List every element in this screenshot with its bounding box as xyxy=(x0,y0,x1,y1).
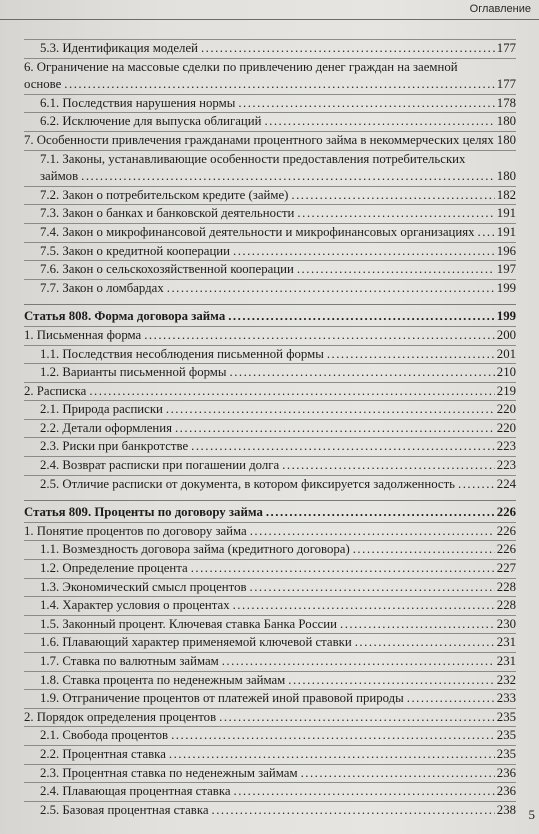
toc-entry-title: 6.2. Исключение для выпуска облигаций ..... xyxy=(24,113,495,131)
toc-entry[interactable] xyxy=(24,186,516,205)
toc-entry-title: 1.7. Ставка по валютным займам ..... xyxy=(24,653,495,671)
toc-entry[interactable] xyxy=(24,745,516,764)
toc-entry-title: 7.6. Закон о сельскохозяйственной кооперации ..... xyxy=(24,261,495,279)
toc-entry-page: 200 xyxy=(496,327,516,342)
toc-entry[interactable] xyxy=(24,633,516,652)
toc-entry[interactable] xyxy=(24,578,516,597)
toc-entry-page: 210 xyxy=(496,365,516,380)
toc-entry-title: 1. Письменная форма ..... xyxy=(24,327,495,345)
toc-entry-title: 7.1. Законы, устанавливающие особенности предоставления потребительских займов ..... xyxy=(24,151,495,186)
toc-entry[interactable] xyxy=(24,260,516,279)
running-header: Оглавление xyxy=(469,3,531,15)
toc-article-entry[interactable] xyxy=(24,308,516,326)
toc-entry-page: 177 xyxy=(496,77,516,92)
toc-entry-page: 223 xyxy=(496,439,516,454)
toc-entry[interactable] xyxy=(24,204,516,223)
toc-entry[interactable] xyxy=(24,456,516,475)
toc-entry[interactable] xyxy=(24,58,516,94)
toc-entry[interactable] xyxy=(24,39,516,58)
toc-entry-page: 235 xyxy=(496,709,516,724)
toc-entry[interactable] xyxy=(24,689,516,708)
toc-entry-title: 1.3. Экономический смысл процентов ..... xyxy=(24,579,495,597)
toc-entry[interactable] xyxy=(24,382,516,401)
toc-entry-page: 224 xyxy=(496,476,516,491)
toc-entry-title: 7.2. Закон о потребительском кредите (займе) ..... xyxy=(24,187,495,205)
toc-entry-title: 1.2. Определение процента ..... xyxy=(24,560,495,578)
toc-entry[interactable] xyxy=(24,615,516,634)
toc-entry-page: 196 xyxy=(496,243,516,258)
toc-entry-page: 180 xyxy=(496,114,516,129)
toc-entry[interactable] xyxy=(24,131,516,150)
toc-entry-title: 5.3. Идентификация моделей ..... xyxy=(24,40,495,58)
toc-entry[interactable] xyxy=(24,708,516,727)
toc-entry-title: 1.8. Ставка процента по неденежным займам ..... xyxy=(24,672,495,690)
toc-entry-page: 177 xyxy=(496,41,516,55)
toc-entry-title: 2.3. Риски при банкротстве ..... xyxy=(24,438,495,456)
toc-entry-title: 1.5. Законный процент. Ключевая ставка Банка России ..... xyxy=(24,616,495,634)
toc-article-entry[interactable] xyxy=(24,504,516,522)
toc-entry-page: 223 xyxy=(496,458,516,473)
toc-entry[interactable] xyxy=(24,242,516,261)
toc-entry[interactable] xyxy=(24,363,516,382)
toc-entry-title: 7.7. Закон о ломбардах ..... xyxy=(24,280,495,298)
toc-entry-title: 2.2. Детали оформления ..... xyxy=(24,420,495,438)
toc-group xyxy=(24,500,516,819)
toc-entry[interactable] xyxy=(24,345,516,364)
toc-entry-page: 228 xyxy=(496,598,516,613)
toc-entry[interactable] xyxy=(24,419,516,438)
toc-entry-title: 2.3. Процентная ставка по неденежным займам ..... xyxy=(24,765,495,783)
toc-entry[interactable] xyxy=(24,94,516,113)
toc-entry-page: 182 xyxy=(496,187,516,202)
toc-entry-title: 2.4. Плавающая процентная ставка ..... xyxy=(24,783,495,801)
toc-entry-page: 180 xyxy=(496,169,516,184)
toc-entry[interactable] xyxy=(24,726,516,745)
toc-entry-page: 230 xyxy=(496,616,516,631)
table-of-contents xyxy=(24,39,516,819)
toc-entry-page: 235 xyxy=(496,728,516,743)
toc-entry[interactable] xyxy=(24,559,516,578)
toc-entry-page: 238 xyxy=(496,802,516,817)
toc-entry-page: 231 xyxy=(496,635,516,650)
header-rule xyxy=(0,19,539,20)
toc-entry-title: 7. Особенности привлечения гражданами процентного займа в некоммерческих целях ..... xyxy=(24,132,495,150)
toc-entry-title: 2.1. Свобода процентов ..... xyxy=(24,727,495,745)
toc-entry[interactable] xyxy=(24,223,516,242)
toc-entry[interactable] xyxy=(24,671,516,690)
toc-entry-page: 191 xyxy=(496,224,516,239)
toc-entry-page: 201 xyxy=(496,346,516,361)
toc-entry-page: 227 xyxy=(496,561,516,576)
toc-entry-page: 226 xyxy=(496,505,516,520)
toc-entry-title: 2.4. Возврат расписки при погашении долга ..... xyxy=(24,457,495,475)
toc-entry-title: 7.3. Закон о банках и банковской деятельности ..... xyxy=(24,205,495,223)
toc-entry[interactable] xyxy=(24,326,516,345)
toc-entry-page: 197 xyxy=(496,262,516,277)
toc-entry[interactable] xyxy=(24,112,516,131)
toc-entry-title: 1.2. Варианты письменной формы ..... xyxy=(24,364,495,382)
toc-entry-title: 2.5. Базовая процентная ставка ..... xyxy=(24,802,495,820)
toc-entry-title: Статья 809. Проценты по договору займа ..... xyxy=(24,504,495,522)
toc-entry-page: 220 xyxy=(496,420,516,435)
toc-entry-page: 199 xyxy=(496,309,516,324)
toc-entry-title: 6.1. Последствия нарушения нормы ..... xyxy=(24,95,495,113)
toc-entry-title: 2.5. Отличие расписки от документа, в котором фиксируется задолженность ..... xyxy=(24,476,495,494)
toc-entry-page: 231 xyxy=(496,654,516,668)
toc-entry-page: 226 xyxy=(496,542,516,557)
toc-entry-page: 191 xyxy=(496,206,516,221)
toc-entry[interactable] xyxy=(24,475,516,494)
toc-entry[interactable] xyxy=(24,801,516,820)
toc-entry-page: 236 xyxy=(496,765,516,780)
toc-entry-title: 6. Ограничение на массовые сделки по привлечению денег граждан на заемной основе ..... xyxy=(24,59,495,94)
toc-entry-title: 2.2. Процентная ставка ..... xyxy=(24,746,495,764)
toc-entry[interactable] xyxy=(24,400,516,419)
toc-entry-page: 199 xyxy=(496,280,516,295)
toc-entry-title: 7.5. Закон о кредитной кооперации ..... xyxy=(24,243,495,261)
toc-entry-page: 235 xyxy=(496,746,516,761)
toc-entry-page: 233 xyxy=(496,691,516,706)
toc-entry-title: 1.6. Плавающий характер применяемой ключевой ставки ..... xyxy=(24,634,495,652)
toc-entry-title: 7.4. Закон о микрофинансовой деятельности и микрофинансовых организациях ..... xyxy=(24,224,495,242)
toc-entry-title: 1.1. Возмездность договора займа (кредитного договора) ..... xyxy=(24,541,495,559)
toc-group xyxy=(24,39,516,297)
toc-group xyxy=(24,304,516,493)
toc-entry[interactable] xyxy=(24,652,516,671)
toc-entry-title: 1.1. Последствия несоблюдения письменной формы ..... xyxy=(24,346,495,364)
page-number: 5 xyxy=(528,807,535,822)
toc-entry-page: 236 xyxy=(496,784,516,799)
toc-entry[interactable] xyxy=(24,522,516,541)
toc-entry-title: 2. Порядок определения процентов ..... xyxy=(24,709,495,727)
toc-entry[interactable] xyxy=(24,150,516,186)
toc-entry-title: 1. Понятие процентов по договору займа ..... xyxy=(24,523,495,541)
toc-entry-page: 178 xyxy=(496,95,516,110)
toc-entry[interactable] xyxy=(24,437,516,456)
toc-entry[interactable] xyxy=(24,764,516,783)
toc-entry-title: Статья 808. Форма договора займа ..... xyxy=(24,308,495,326)
toc-entry-page: 228 xyxy=(496,579,516,594)
toc-entry-page: 226 xyxy=(496,523,516,538)
toc-entry[interactable] xyxy=(24,782,516,801)
toc-entry[interactable] xyxy=(24,279,516,298)
toc-entry-page: 232 xyxy=(496,672,516,687)
toc-entry-title: 2. Расписка ..... xyxy=(24,383,495,401)
toc-entry-page: 220 xyxy=(496,402,516,417)
toc-entry-title: 2.1. Природа расписки ..... xyxy=(24,401,495,419)
toc-entry-page: 180 xyxy=(496,132,516,147)
toc-entry-title: 1.9. Отграничение процентов от платежей иной правовой природы ..... xyxy=(24,690,495,708)
toc-entry-page: 219 xyxy=(496,383,516,398)
toc-entry[interactable] xyxy=(24,540,516,559)
toc-entry[interactable] xyxy=(24,596,516,615)
toc-entry-title: 1.4. Характер условия о процентах ..... xyxy=(24,597,495,615)
